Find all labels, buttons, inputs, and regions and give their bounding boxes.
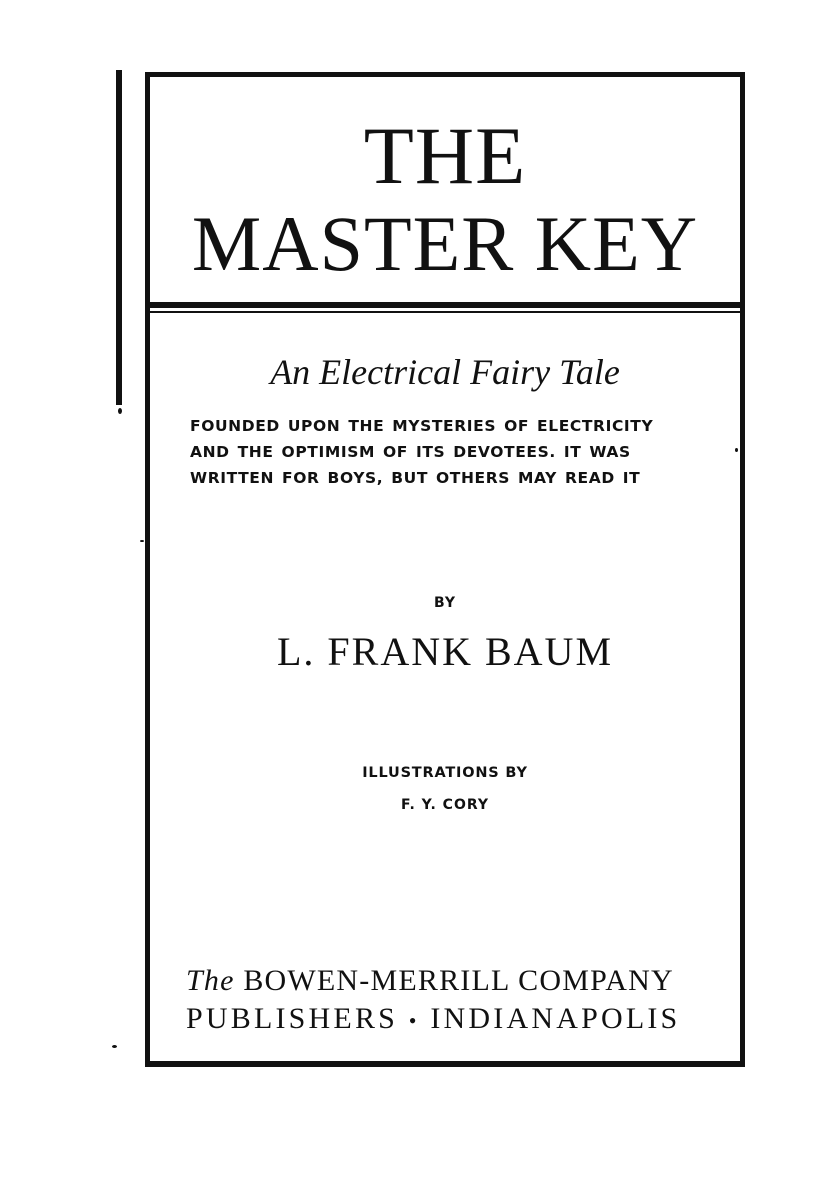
title-line-2: MASTER KEY: [191, 200, 699, 287]
publisher-city: INDIANAPOLIS: [430, 1002, 681, 1035]
title-block: [150, 77, 740, 302]
description: [190, 413, 720, 491]
title-divider-inner: [150, 311, 740, 313]
description-line-1: FOUNDED UPON THE MYSTERIES OF ELECTRICITY: [190, 417, 654, 435]
speck: [112, 1045, 117, 1048]
subtitle: An Electrical Fairy Tale: [270, 352, 620, 392]
title-page-frame: [145, 72, 745, 1067]
publisher-company: BOWEN-MERRILL COMPANY: [243, 964, 674, 997]
illustrations-label: ILLUSTRATIONS BY: [362, 765, 528, 781]
publisher-line-1: [186, 964, 674, 997]
illustrator-name: F. Y. CORY: [400, 797, 490, 813]
description-line-2: AND THE OPTIMISM OF ITS DEVOTEES. IT WAS: [190, 443, 631, 461]
author-name: L. FRANK BAUM: [276, 629, 614, 674]
publisher-role: PUBLISHERS: [186, 1002, 399, 1035]
description-line-3: WRITTEN FOR BOYS, BUT OTHERS MAY READ IT: [190, 469, 641, 487]
publisher-block: [186, 962, 726, 1040]
publisher-line-2: [186, 1000, 726, 1040]
page-edge-mark: [116, 70, 122, 405]
speck: [140, 540, 144, 542]
bullet-separator: •: [408, 1008, 420, 1034]
speck: [118, 408, 122, 414]
title-divider: [150, 302, 740, 308]
by-label: BY: [433, 595, 457, 611]
publisher-the: The: [186, 964, 235, 997]
title-line-1: THE: [363, 110, 527, 201]
